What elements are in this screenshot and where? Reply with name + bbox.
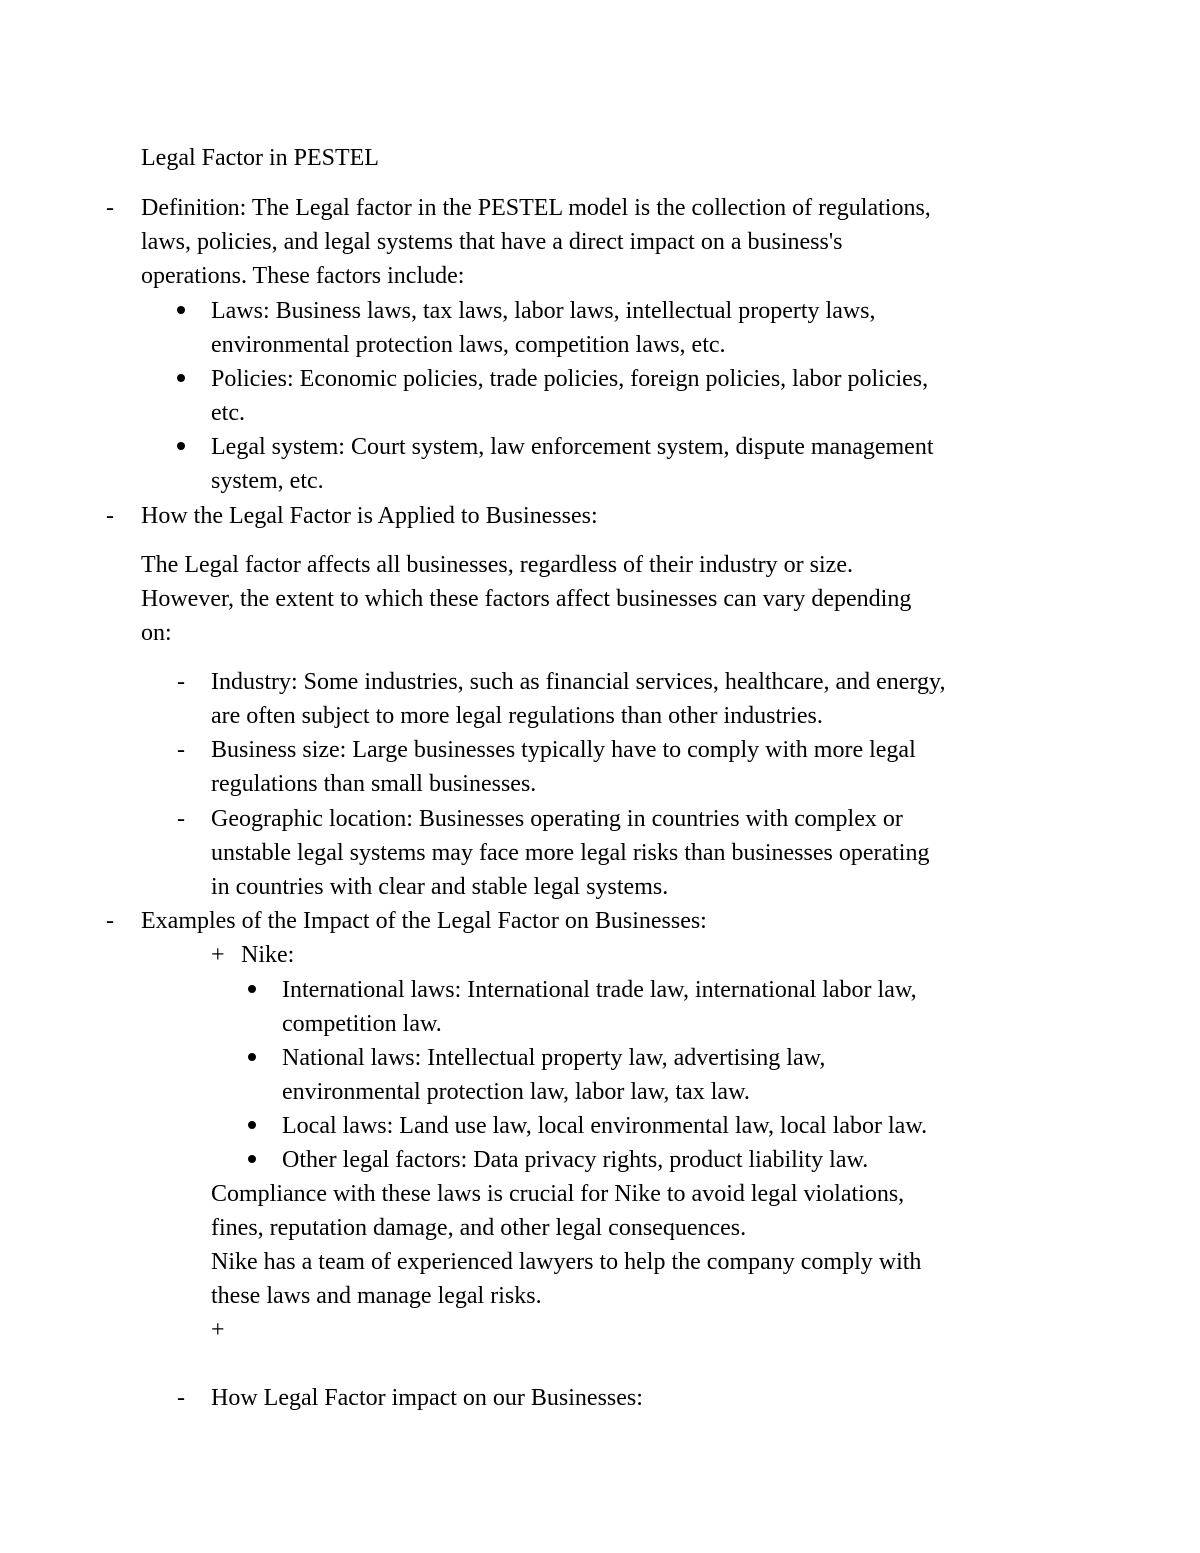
list-item-line: unstable legal systems may face more legal risks than businesses operating [211, 840, 930, 866]
list-item-line: Policies: Economic policies, trade policies, foreign policies, labor policies, [211, 366, 929, 392]
list-item-line: Geographic location: Businesses operating in countries with complex or [211, 806, 903, 832]
list-item-line: environmental protection laws, competition laws, etc. [211, 332, 726, 358]
lawyers-line: these laws and manage legal risks. [211, 1283, 542, 1309]
document-title: Legal Factor in PESTEL [141, 145, 379, 171]
list-item-line: in countries with clear and stable legal systems. [211, 874, 669, 900]
plus-marker: + [211, 942, 225, 968]
dash-marker: - [177, 806, 185, 832]
list-item-line: Other legal factors: Data privacy rights, product liability law. [282, 1147, 869, 1173]
paragraph-line: The Legal factor affects all businesses, regardless of their industry or size. [141, 552, 853, 578]
list-item-line: Local laws: Land use law, local environmental law, local labor law. [282, 1113, 928, 1139]
dash-marker: - [106, 908, 114, 934]
dash-marker: - [177, 737, 185, 763]
list-item-line: National laws: Intellectual property law, advertising law, [282, 1045, 826, 1071]
section-heading-examples: Examples of the Impact of the Legal Factor on Businesses: [141, 908, 707, 934]
bullet-icon [177, 442, 185, 450]
definition-line: Definition: The Legal factor in the PESTEL model is the collection of regulations, [141, 195, 931, 221]
list-item-line: competition law. [282, 1011, 442, 1037]
list-item-line: etc. [211, 400, 245, 426]
list-item-line: Laws: Business laws, tax laws, labor laws, intellectual property laws, [211, 298, 876, 324]
bullet-icon [248, 985, 256, 993]
list-item-line: Legal system: Court system, law enforcement system, dispute management [211, 434, 934, 460]
list-item-line: environmental protection law, labor law, tax law. [282, 1079, 750, 1105]
list-item-line: Business size: Large businesses typically have to comply with more legal [211, 737, 916, 763]
bullet-icon [248, 1155, 256, 1163]
lawyers-line: Nike has a team of experienced lawyers to help the company comply with [211, 1249, 922, 1275]
bullet-icon [248, 1121, 256, 1129]
list-item-line: International laws: International trade law, international labor law, [282, 977, 917, 1003]
paragraph-line: However, the extent to which these factors affect businesses can vary depending [141, 586, 912, 612]
dash-marker: - [106, 503, 114, 529]
compliance-line: Compliance with these laws is crucial for Nike to avoid legal violations, [211, 1181, 905, 1207]
bullet-icon [248, 1053, 256, 1061]
plus-marker: + [211, 1317, 225, 1343]
definition-line: operations. These factors include: [141, 263, 465, 289]
paragraph-line: on: [141, 620, 172, 646]
section-heading-impact: How Legal Factor impact on our Businesses: [211, 1385, 643, 1411]
dash-marker: - [177, 1385, 185, 1411]
bullet-icon [177, 306, 185, 314]
compliance-line: fines, reputation damage, and other legal consequences. [211, 1215, 747, 1241]
list-item-line: regulations than small businesses. [211, 771, 537, 797]
list-item-line: Industry: Some industries, such as financial services, healthcare, and energy, [211, 669, 946, 695]
list-item-line: are often subject to more legal regulations than other industries. [211, 703, 823, 729]
section-heading-applied: How the Legal Factor is Applied to Businesses: [141, 503, 598, 529]
bullet-icon [177, 374, 185, 382]
dash-marker: - [177, 669, 185, 695]
definition-line: laws, policies, and legal systems that have a direct impact on a business's [141, 229, 843, 255]
company-name: Nike: [241, 942, 295, 968]
list-item-line: system, etc. [211, 468, 324, 494]
dash-marker: - [106, 195, 114, 221]
